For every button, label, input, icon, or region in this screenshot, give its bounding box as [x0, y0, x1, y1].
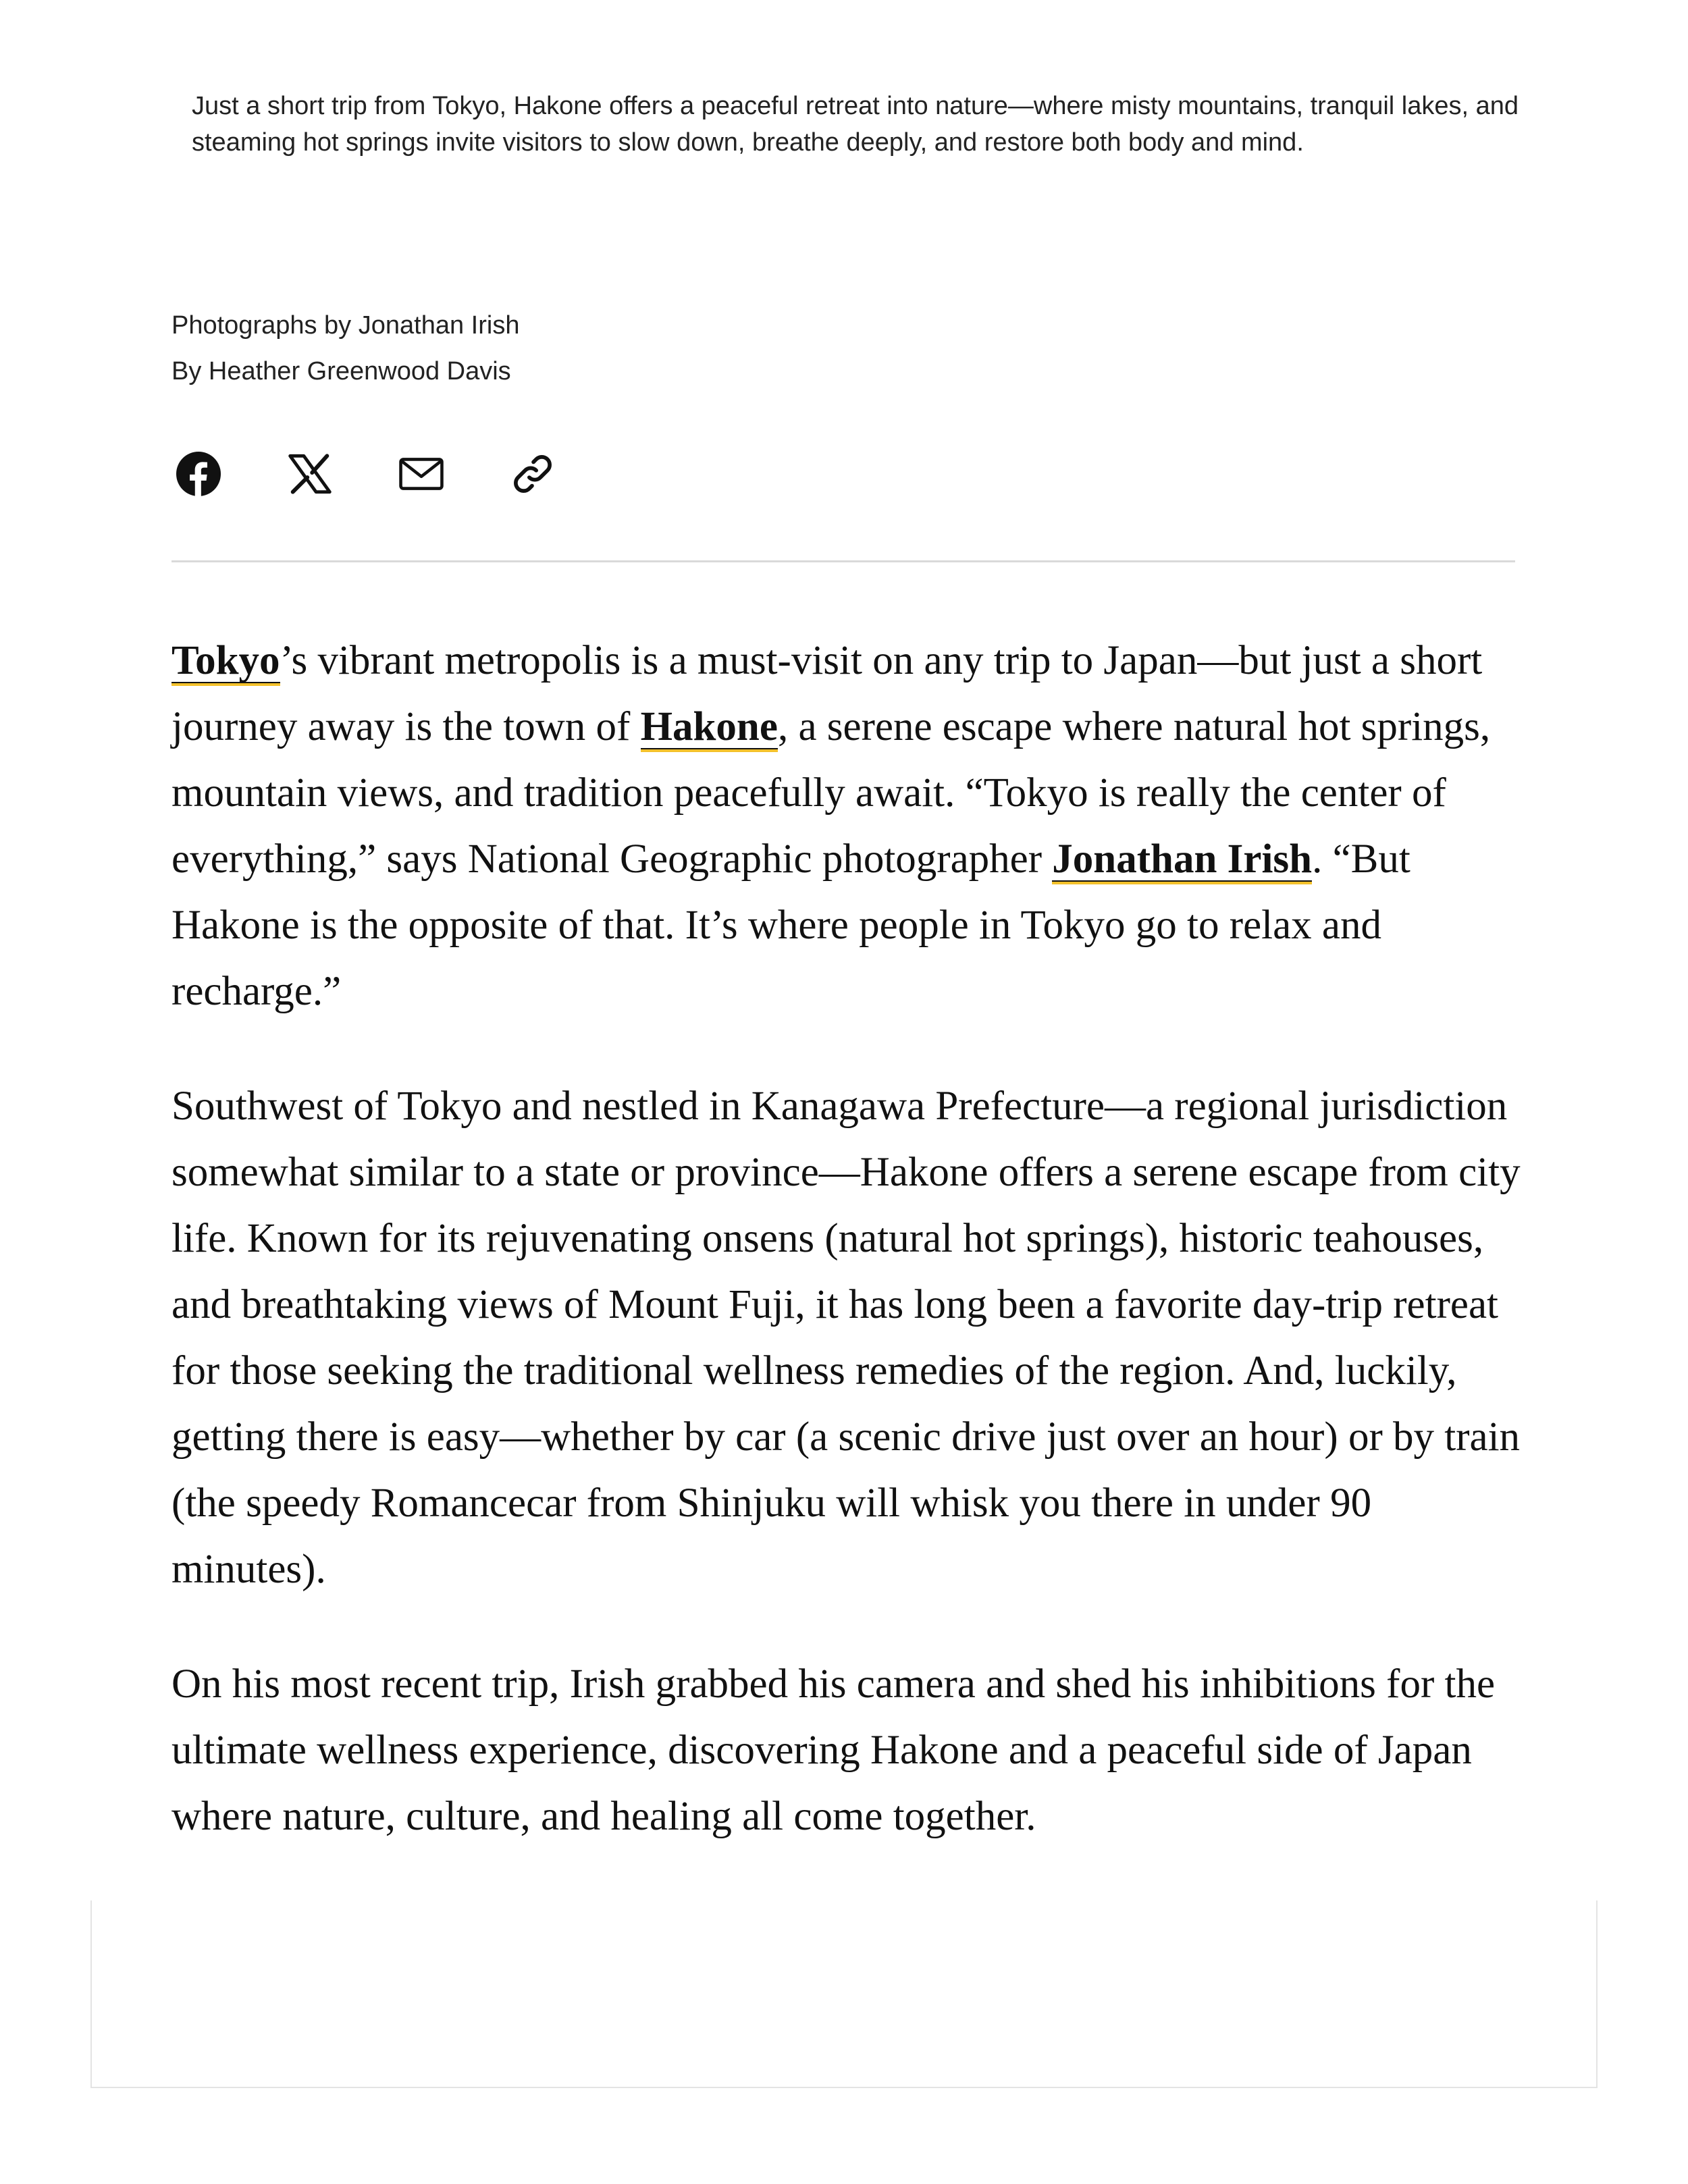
photo-credit: Photographs by Jonathan Irish — [172, 311, 520, 340]
paragraph-1 — [172, 628, 1529, 1025]
article-dek: Just a short trip from Tokyo, Hakone offers a peaceful retreat into nature—where misty mountains, tranquil lakes, and steaming hot springs invite visitors to slow down, breathe deeply, and restore both body and mind. — [192, 92, 1519, 157]
email-icon — [399, 457, 444, 491]
article-body — [172, 628, 1529, 1898]
share-x-button[interactable] — [283, 447, 337, 501]
paragraph-1-text-b: , a serene escape where natural hot springs, mountain views, and tradition peacefully await. “Tokyo is really the center of everything,” says National Geographic photographer — [172, 704, 1491, 882]
share-copy-link-button[interactable] — [506, 447, 560, 501]
paragraph-2: Southwest of Tokyo and nestled in Kanagawa Prefecture—a regional jurisdiction somewhat similar to a state or province—Hakone offers a serene escape from city life. Known for its rejuvenating onsens (natural hot springs), historic teahouses, and breathtaking views of Mount Fuji, it has long been a favorite day-trip retreat for those seeking the traditional wellness remedies of the region. And, luckily, getting there is easy—whether by car (a scenic drive just over an hour) or by train (the speedy Romancecar from Shinjuku will whisk you there in under 90 minutes). — [172, 1084, 1521, 1592]
article-credits — [172, 302, 519, 394]
byline: By Heather Greenwood Davis — [172, 357, 511, 385]
embedded-media-frame — [90, 1900, 1598, 2088]
share-email-button[interactable] — [394, 447, 448, 501]
link-hakone[interactable]: Hakone — [641, 704, 778, 752]
paragraph-1-text-a: ’s vibrant metropolis is a must-visit on any trip to Japan—but just a short journey away is the town of — [172, 638, 1483, 749]
paragraph-1-text-c: . “But Hakone is the opposite of that. It’s where people in Tokyo go to relax and recharge.” — [172, 836, 1410, 1014]
section-divider — [172, 560, 1515, 562]
link-jonathan-irish[interactable]: Jonathan Irish — [1052, 836, 1312, 884]
share-facebook-button[interactable] — [172, 447, 226, 501]
paragraph-3: On his most recent trip, Irish grabbed his camera and shed his inhibitions for the ultimate wellness experience, discovering Hakone and a peaceful side of Japan where nature, culture, and healing all come together. — [172, 1661, 1496, 1839]
facebook-icon — [176, 452, 221, 496]
link-icon — [512, 453, 554, 495]
x-icon — [288, 454, 332, 494]
share-bar — [172, 447, 617, 501]
link-tokyo[interactable]: Tokyo — [172, 638, 280, 686]
